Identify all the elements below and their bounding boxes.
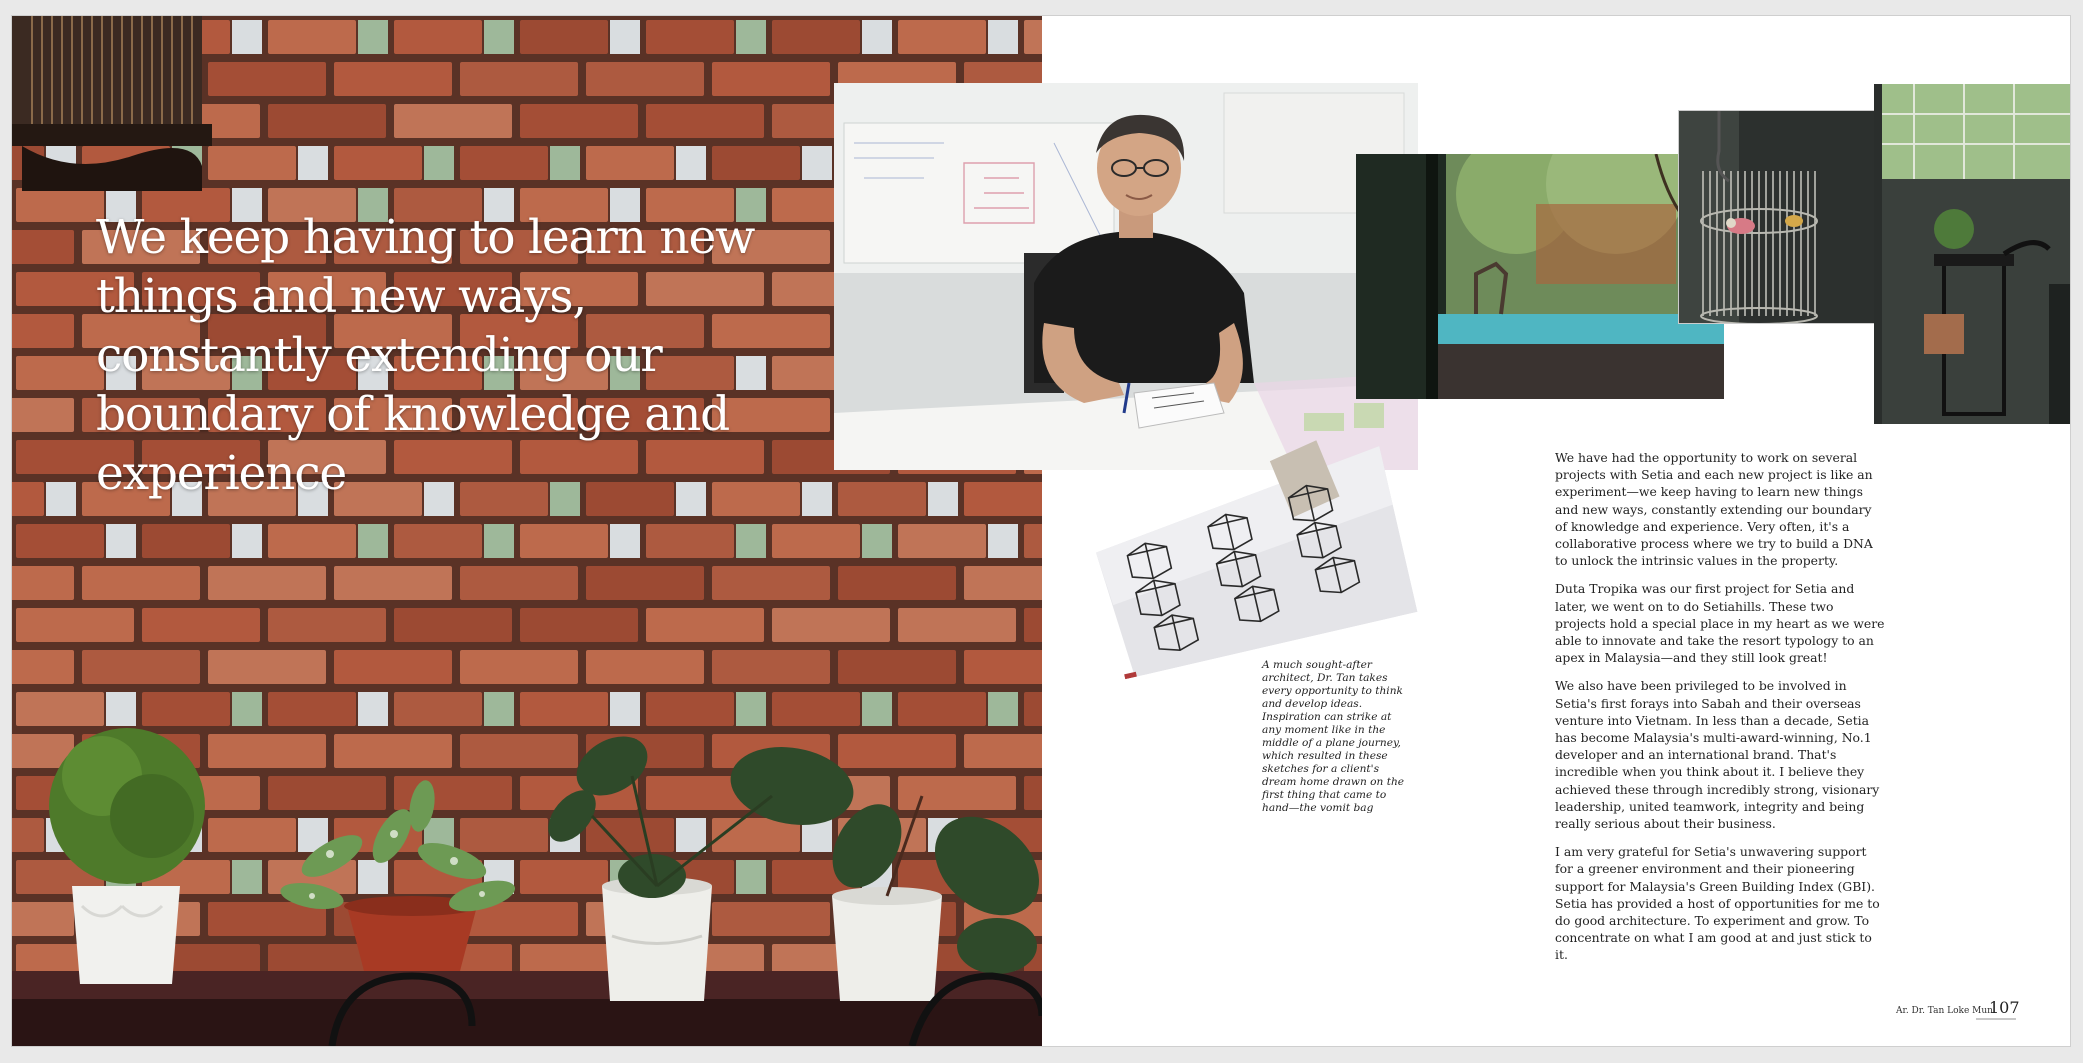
birdcage-bird-illustration [1679,111,1887,323]
birdcage-photo [1679,111,1887,323]
photo-caption: A much sought-after architect, Dr. Tan takes every opportunity to think and develop ideas. Inspiration can strike at any moment like in the middle of a plane journey, which resulted in these sketches for a client's dream home drawn on the first thing that came to hand—the vomit bag [1262,659,1405,814]
article-body [1555,449,1885,975]
body-paragraph-4: I am very grateful for Setia's unwavering support for a greener environment and their pioneering support for Malaysia's Green Building Index (GBI). Setia has provided a host of opportunities for me to do good architecture. To experiment and grow. To concentrate on what I am good at and just stick to it. [1555,844,1880,963]
page-number: 107 [1989,998,2020,1017]
veranda-photo [1874,84,2070,424]
pool-photo [1356,154,1724,399]
portrait-photo [834,83,1418,470]
veranda-illustration [1874,84,2070,424]
body-paragraph-3: We also have been privileged to be involved in Setia's first forays into Sabah and their overseas venture into Vietnam. In less than a decade, Setia has become Malaysia's multi-award-winning, No.1 developer and an international brand. That's incredible when you think about it. I believe they achieved these through incredibly strong, visionary leadership, united teamwork, integrity and being really serious about their business. [1555,678,1880,832]
architect-portrait-illustration [834,83,1418,470]
birdcage-illustration [12,16,212,191]
body-paragraph-1: We have had the opportunity to work on several projects with Setia and each new project is like an experiment—we keep having to learn new things and new ways, constantly extending our boundary of knowledge and experience. Very often, it's a collaborative process where we try to build a DNA to unlock the intrinsic values in the property. [1555,450,1873,569]
body-paragraph-2: Duta Tropika was our first project for Setia and later, we went on to do Setiahills. These two projects hold a special place in my heart as we were able to innovate and take the resort typology to an apex in Malaysia—and they still look great! [1555,581,1885,666]
pull-quote: We keep having to learn new things and new ways, constantly extending our boundary of knowledge and experience [96,210,755,501]
pool-garden-illustration [1356,154,1724,399]
page-number-rule [1976,1018,2016,1020]
footer-author-name: Ar. Dr. Tan Loke Mun [1896,1006,1993,1016]
magazine-spread [12,16,2070,1046]
